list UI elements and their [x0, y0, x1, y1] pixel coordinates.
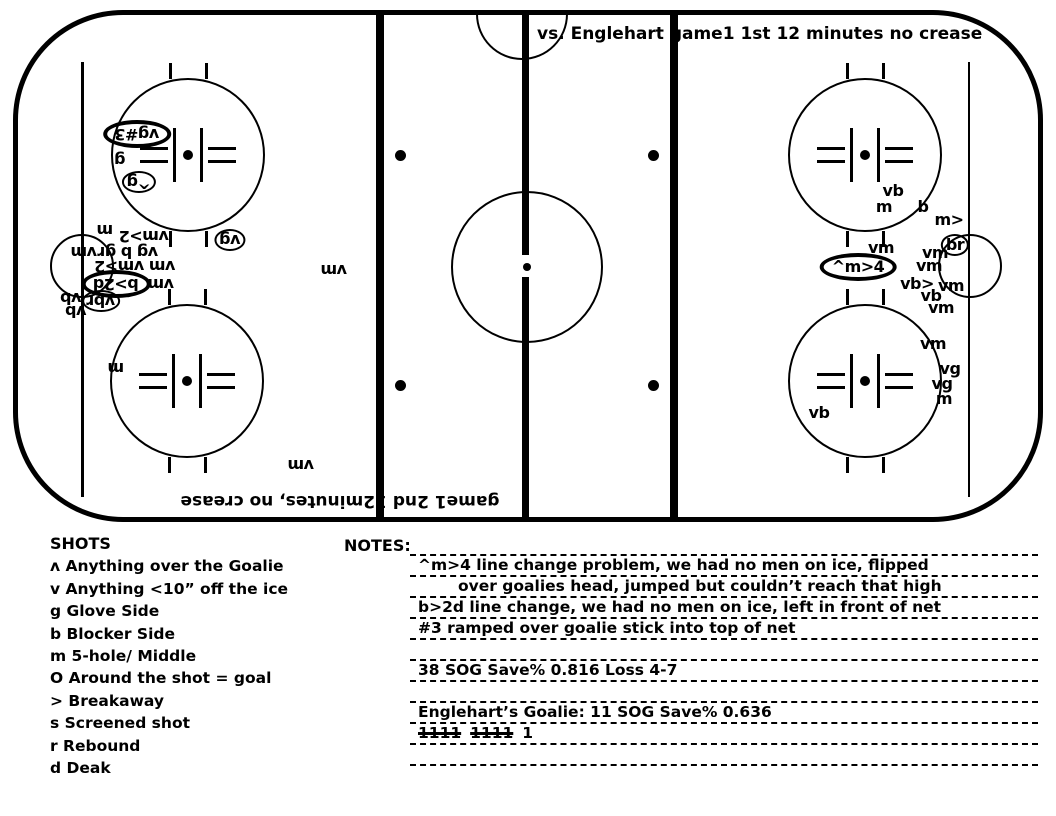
note-line [410, 535, 1038, 556]
shot-mark: vm [921, 243, 949, 262]
note-line: b>2d line change, we had no men on ice, left in front of net [410, 598, 1038, 619]
shot-mark: vb [882, 181, 904, 200]
faceoff-marking [846, 289, 849, 305]
shot-mark: b>2d [81, 270, 150, 298]
faceoff-marking [850, 128, 853, 182]
faceoff-marking [140, 160, 168, 163]
shot-mark: m [935, 389, 953, 408]
shot-mark: vbr [82, 290, 120, 312]
shot-mark: vg#3 [103, 120, 171, 148]
shots-legend [50, 533, 288, 779]
shot-mark: vm [320, 261, 348, 280]
faceoff-marking [846, 63, 849, 79]
tally-struck: 1111 [470, 724, 514, 742]
legend-item: s Screened shot [50, 714, 190, 733]
shot-mark: vm [927, 298, 955, 317]
note-line [410, 682, 1038, 703]
faceoff-marking [169, 231, 172, 247]
note-line: Englehart’s Goalie: 11 SOG Save% 0.636 [410, 703, 1038, 724]
faceoff-marking [817, 147, 845, 150]
note-line: 38 SOG Save% 0.816 Loss 4-7 [410, 661, 1038, 682]
shot-mark: vg b gr [97, 243, 159, 262]
blue-line-left [376, 15, 384, 517]
faceoff-marking [877, 354, 880, 408]
faceoff-marking [207, 386, 235, 389]
faceoff-marking [817, 160, 845, 163]
legend-heading: SHOTS [50, 534, 111, 553]
shot-mark: vb [808, 403, 830, 422]
shot-mark: vb [65, 302, 87, 321]
period2-label: game1 2nd 12minutes, no crease [180, 491, 500, 511]
legend-item: ʌ Anything over the Goalie [50, 557, 284, 576]
shot-mark: vg [939, 359, 961, 378]
shot-mark: ^g [122, 171, 156, 193]
shot-mark: vm [867, 238, 895, 257]
faceoff-marking [199, 354, 202, 408]
faceoff-marking [817, 386, 845, 389]
shot-mark: vm [287, 456, 315, 475]
notes-lines [410, 535, 1038, 766]
faceoff-marking [846, 231, 849, 247]
faceoff-marking [208, 147, 236, 150]
faceoff-marking [885, 147, 913, 150]
legend-item: > Breakaway [50, 691, 164, 710]
shot-mark: vb> [900, 274, 934, 293]
legend-item: d Deak [50, 759, 111, 778]
shot-mark: vm [70, 243, 98, 262]
faceoff-marking [207, 373, 235, 376]
neutral-dot [648, 380, 659, 391]
faceoff-marking [882, 457, 885, 473]
note-line: ^m>4 line change problem, we had no men on ice, flipped [410, 556, 1038, 577]
faceoff-marking [885, 386, 913, 389]
shot-mark: m [96, 221, 114, 240]
faceoff-marking [846, 457, 849, 473]
shot-mark: m> [934, 210, 964, 229]
note-line [410, 724, 1038, 745]
faceoff-marking [172, 354, 175, 408]
game-title: vs. Englehart game1 1st 12 minutes no crease [537, 24, 983, 44]
legend-items [50, 555, 288, 779]
faceoff-marking [204, 289, 207, 305]
shot-mark: vm [937, 276, 965, 295]
shot-mark: vb [920, 286, 942, 305]
shot-mark: vm [147, 275, 175, 294]
notes-heading: NOTES: [344, 536, 411, 555]
faceoff-marking [139, 386, 167, 389]
shot-mark: m [875, 197, 893, 216]
faceoff-marking [205, 231, 208, 247]
faceoff-marking [204, 457, 207, 473]
faceoff-marking [885, 373, 913, 376]
shot-mark: g [114, 151, 126, 170]
legend-item: b Blocker Side [50, 624, 175, 643]
legend-item: m 5-hole/ Middle [50, 647, 197, 666]
faceoff-marking [169, 63, 172, 79]
faceoff-marking [168, 457, 171, 473]
neutral-dot [395, 380, 406, 391]
faceoff-marking [205, 63, 208, 79]
legend-item: g Glove Side [50, 602, 160, 621]
faceoff-marking [183, 150, 193, 160]
faceoff-marking [200, 128, 203, 182]
tally-struck: 1111 [418, 724, 462, 742]
shot-mark: vg [931, 374, 953, 393]
shot-mark: b [917, 197, 929, 216]
legend-item: O Around the shot = goal [50, 669, 272, 688]
faceoff-circle [111, 78, 265, 232]
shot-mark: ^m>4 [820, 253, 897, 281]
legend-item: r Rebound [50, 736, 141, 755]
shot-mark: vm vm>2 [94, 257, 176, 276]
shot-mark: vm [919, 334, 947, 353]
faceoff-marking [860, 150, 870, 160]
tally-tail: 1 [522, 724, 534, 742]
faceoff-marking [885, 160, 913, 163]
shot-mark: vm [915, 256, 943, 275]
faceoff-marking [139, 373, 167, 376]
shot-mark: br [941, 234, 969, 256]
center-dot [523, 263, 531, 271]
note-line: over goalies head, jumped but couldn’t reach that high [410, 577, 1038, 598]
faceoff-marking [208, 160, 236, 163]
shot-mark: vb [60, 289, 82, 308]
note-line: #3 ramped over goalie stick into top of net [410, 619, 1038, 640]
legend-item: v Anything <10” off the ice [50, 579, 289, 598]
faceoff-circle [107, 304, 264, 458]
note-line [410, 640, 1038, 661]
shot-mark: vm>2 [119, 227, 169, 246]
shot-mark: m [107, 359, 125, 378]
faceoff-marking [860, 376, 870, 386]
note-line [410, 745, 1038, 766]
faceoff-marking [882, 63, 885, 79]
neutral-dot [395, 150, 406, 161]
blue-line-right [670, 15, 678, 517]
faceoff-marking [877, 128, 880, 182]
faceoff-marking [182, 376, 192, 386]
faceoff-marking [882, 289, 885, 305]
faceoff-marking [817, 373, 845, 376]
faceoff-circle [788, 304, 942, 458]
faceoff-marking [850, 354, 853, 408]
shot-mark: vg [215, 229, 246, 251]
faceoff-marking [173, 128, 176, 182]
neutral-dot [648, 150, 659, 161]
